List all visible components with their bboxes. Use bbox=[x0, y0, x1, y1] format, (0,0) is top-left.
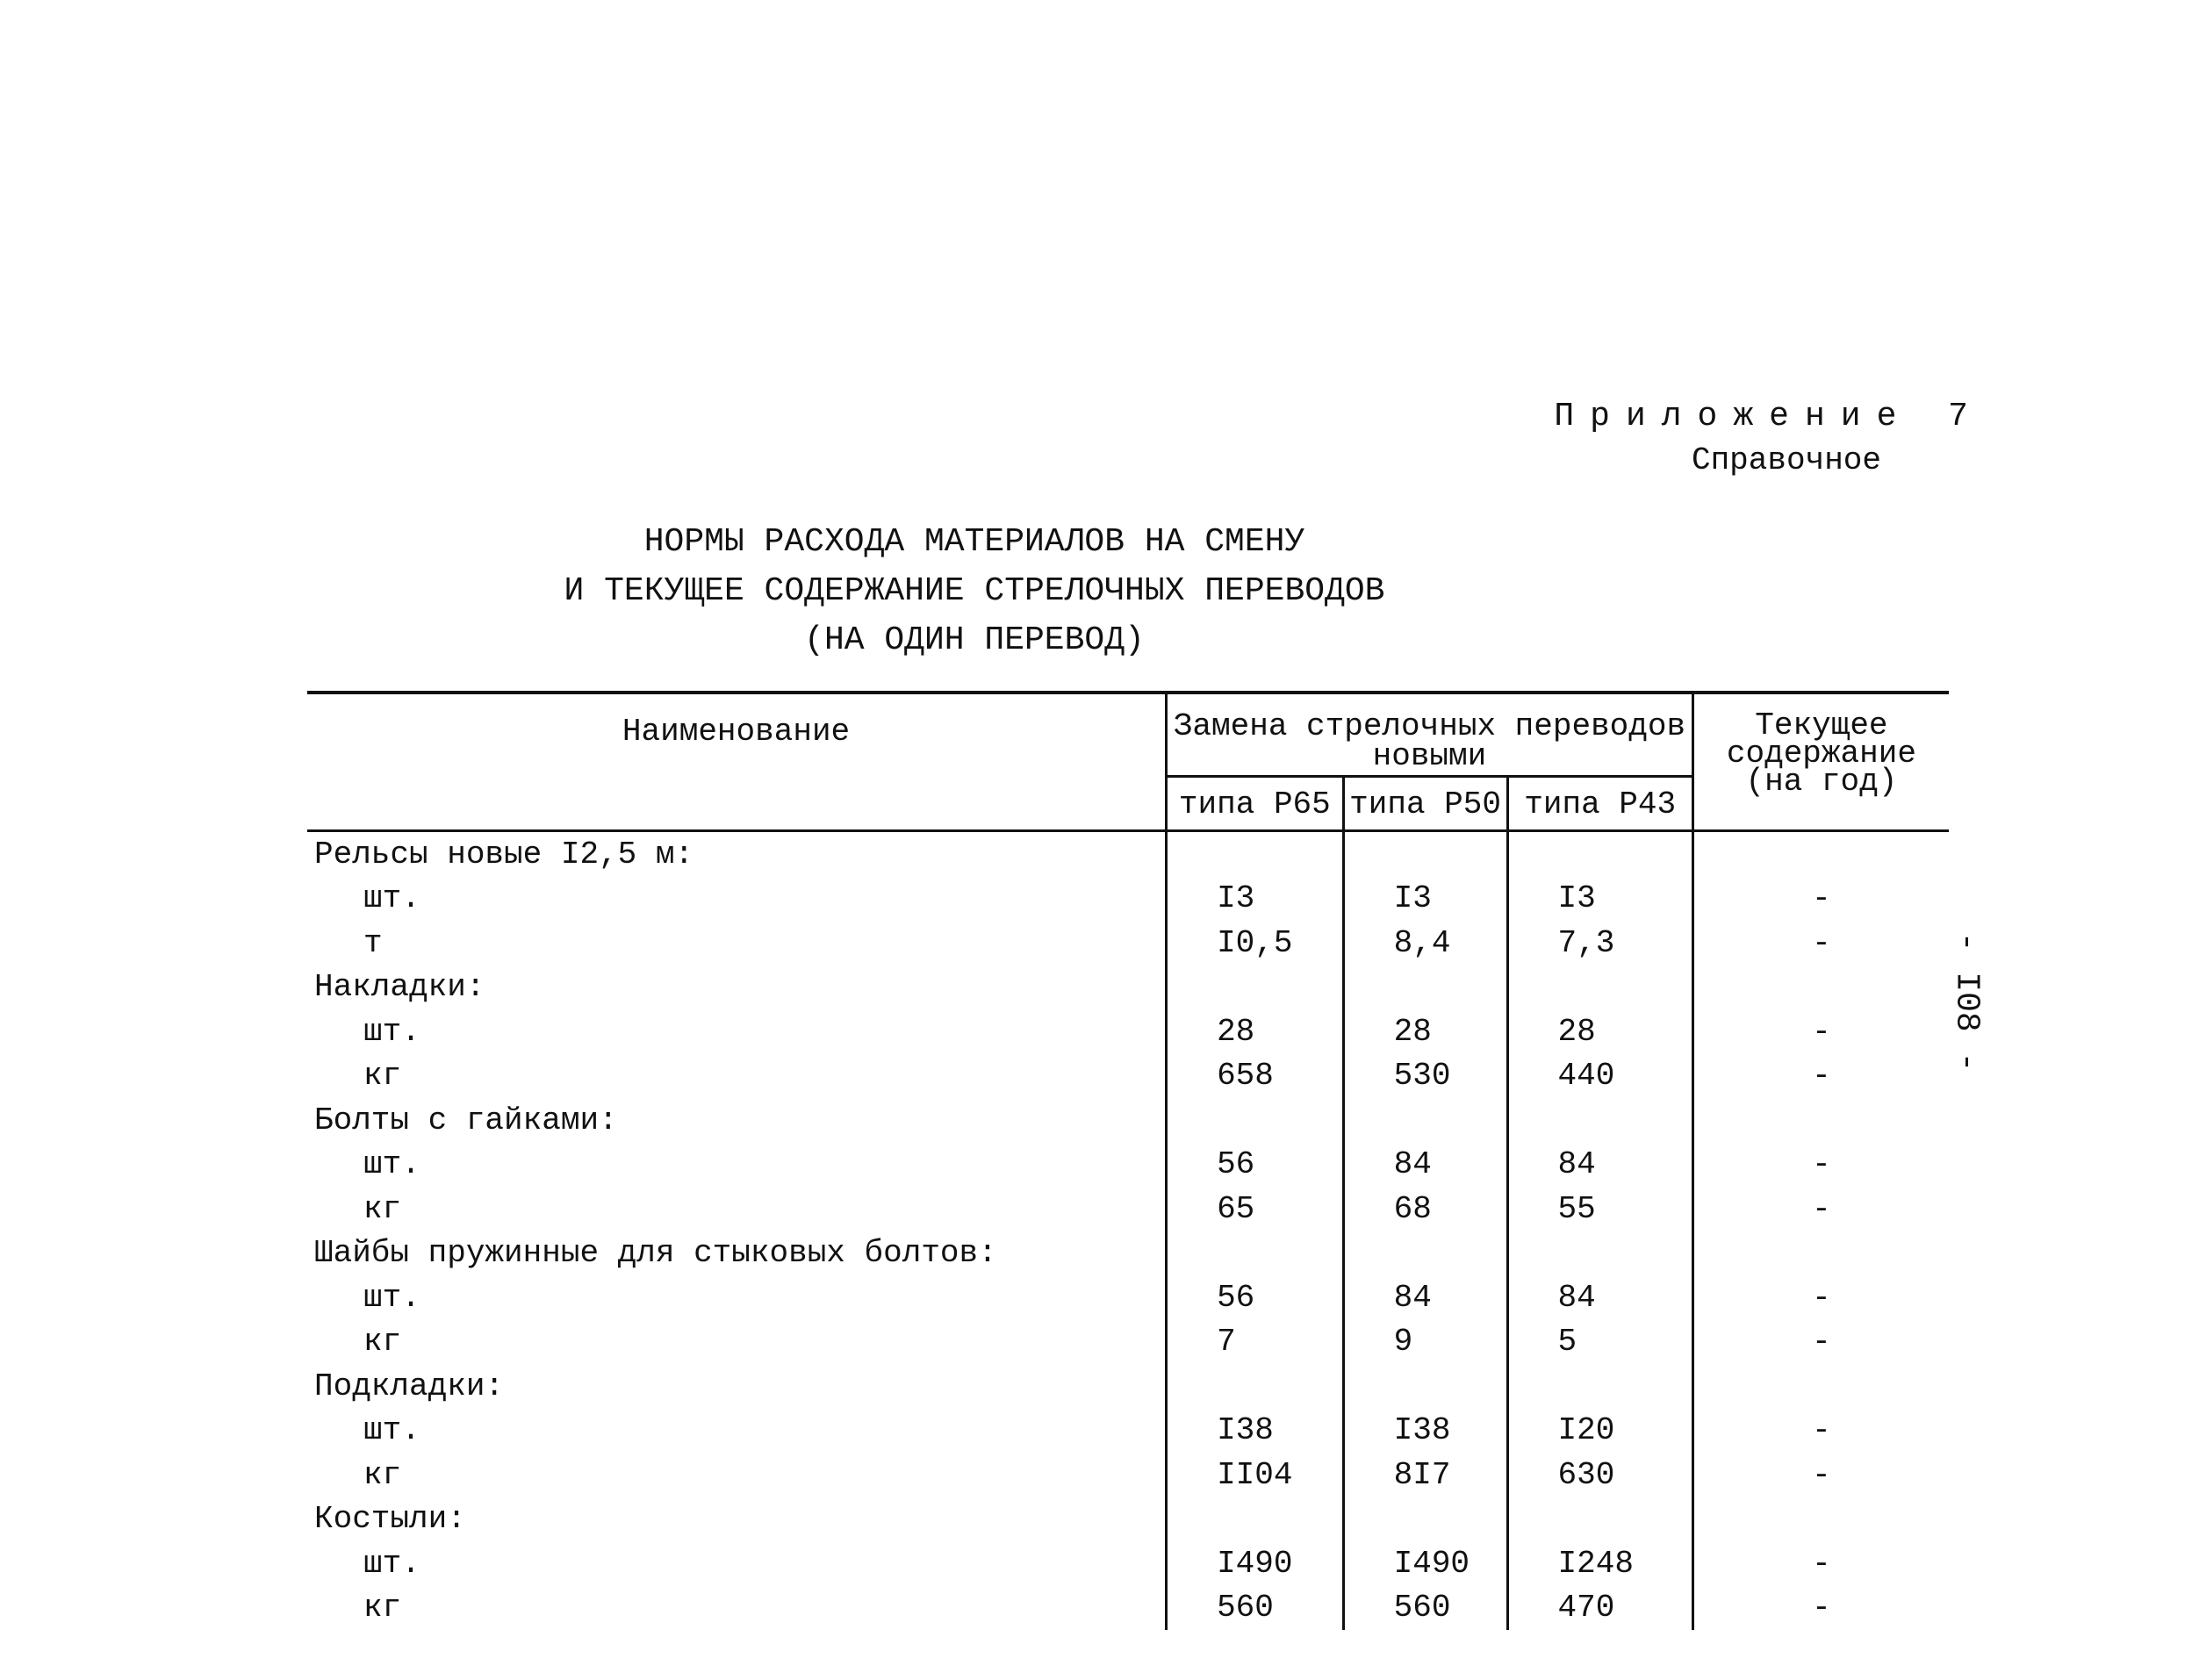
row-name: Рельсы новые I2,5 м: bbox=[314, 836, 694, 872]
row-name: кг bbox=[363, 1590, 402, 1626]
table-row bbox=[307, 966, 1949, 1010]
title-line-3: (НА ОДИН ПЕРЕВОД) bbox=[804, 621, 1145, 659]
page-number: - I08 - bbox=[1947, 931, 1986, 1073]
header-current-line-2: содержание bbox=[1726, 736, 1916, 772]
cell-p65: 65 bbox=[1167, 1187, 1344, 1231]
table-row bbox=[307, 1054, 1949, 1099]
cell-p43: I248 bbox=[1507, 1541, 1692, 1586]
header-replacement-line-1: Замена стрелочных переводов bbox=[1173, 708, 1686, 744]
cell-p65: I38 bbox=[1167, 1409, 1344, 1454]
cell-p65: 56 bbox=[1167, 1143, 1344, 1188]
document-title bbox=[307, 518, 1642, 665]
cell-p50: 560 bbox=[1343, 1586, 1507, 1631]
row-name: шт. bbox=[363, 1545, 420, 1582]
cell-p50: I3 bbox=[1343, 877, 1507, 922]
cell-p50: 68 bbox=[1343, 1187, 1507, 1231]
cell-p65: 7 bbox=[1167, 1320, 1344, 1365]
row-name: Шайбы пружинные для стыковых болтов: bbox=[314, 1235, 997, 1272]
cell-p65: II04 bbox=[1167, 1453, 1344, 1497]
header-name: Наименование bbox=[622, 714, 851, 750]
cell-current bbox=[1692, 966, 1949, 1010]
cell-p65: 56 bbox=[1167, 1275, 1344, 1320]
cell-p50 bbox=[1343, 1364, 1507, 1409]
table-row bbox=[307, 1497, 1949, 1542]
materials-table bbox=[307, 691, 1949, 1630]
cell-p65 bbox=[1167, 1364, 1344, 1409]
cell-p43 bbox=[1507, 831, 1692, 877]
cell-p65 bbox=[1167, 1098, 1344, 1143]
row-name: шт. bbox=[363, 1279, 420, 1316]
header-p43: типа Р43 bbox=[1507, 777, 1692, 831]
header-replacement bbox=[1167, 693, 1693, 777]
table-row bbox=[307, 1541, 1949, 1586]
cell-p43: 28 bbox=[1507, 1009, 1692, 1054]
cell-p65: 560 bbox=[1167, 1586, 1344, 1631]
table-row bbox=[307, 1098, 1949, 1143]
table-row bbox=[307, 831, 1949, 877]
cell-p43 bbox=[1507, 966, 1692, 1010]
cell-p65: 28 bbox=[1167, 1009, 1344, 1054]
cell-p50: 8,4 bbox=[1343, 921, 1507, 966]
cell-p65 bbox=[1167, 831, 1344, 877]
table-row bbox=[307, 1364, 1949, 1409]
cell-current: - bbox=[1692, 877, 1949, 922]
cell-p50 bbox=[1343, 831, 1507, 877]
row-name: Накладки: bbox=[314, 969, 485, 1006]
row-name: т bbox=[363, 924, 383, 961]
cell-p50 bbox=[1343, 1098, 1507, 1143]
table-row bbox=[307, 1275, 1949, 1320]
cell-p43: 5 bbox=[1507, 1320, 1692, 1365]
table-row bbox=[307, 921, 1949, 966]
reference-label: Справочное bbox=[1691, 442, 1882, 478]
cell-p50: 9 bbox=[1343, 1320, 1507, 1365]
cell-current: - bbox=[1692, 1275, 1949, 1320]
cell-p43: 440 bbox=[1507, 1054, 1692, 1099]
cell-current: - bbox=[1692, 1453, 1949, 1497]
cell-p43: 84 bbox=[1507, 1275, 1692, 1320]
cell-current: - bbox=[1692, 1541, 1949, 1586]
cell-current: - bbox=[1692, 921, 1949, 966]
table-row bbox=[307, 1187, 1949, 1231]
row-name: Болты с гайками: bbox=[314, 1102, 618, 1138]
row-name: шт. bbox=[363, 880, 420, 917]
table-row bbox=[307, 877, 1949, 922]
row-name: шт. bbox=[363, 1146, 420, 1183]
cell-p43: I20 bbox=[1507, 1409, 1692, 1454]
appendix-block bbox=[1492, 395, 1984, 483]
table-row bbox=[307, 1143, 1949, 1188]
cell-p65: 658 bbox=[1167, 1054, 1344, 1099]
row-name: шт. bbox=[363, 1412, 420, 1449]
row-name: шт. bbox=[363, 1013, 420, 1050]
cell-p50 bbox=[1343, 966, 1507, 1010]
cell-p43: 55 bbox=[1507, 1187, 1692, 1231]
title-line-2: И ТЕКУЩЕЕ СОДЕРЖАНИЕ СТРЕЛОЧНЫХ ПЕРЕВОДОВ bbox=[564, 572, 1385, 610]
title-line-1: НОРМЫ РАСХОДА МАТЕРИАЛОВ НА СМЕНУ bbox=[643, 523, 1305, 561]
cell-p65 bbox=[1167, 1231, 1344, 1276]
cell-current bbox=[1692, 1364, 1949, 1409]
cell-p43 bbox=[1507, 1497, 1692, 1542]
row-name: кг bbox=[363, 1324, 402, 1361]
header-current-line-3: (на год) bbox=[1745, 764, 1898, 800]
cell-p50: 8I7 bbox=[1343, 1453, 1507, 1497]
cell-current bbox=[1692, 831, 1949, 877]
table-row bbox=[307, 1409, 1949, 1454]
cell-current: - bbox=[1692, 1187, 1949, 1231]
cell-current: - bbox=[1692, 1409, 1949, 1454]
cell-p43 bbox=[1507, 1364, 1692, 1409]
cell-p43 bbox=[1507, 1231, 1692, 1276]
table-row bbox=[307, 1231, 1949, 1276]
row-name: кг bbox=[363, 1058, 402, 1095]
row-name: Костыли: bbox=[314, 1501, 466, 1538]
cell-p50: 84 bbox=[1343, 1275, 1507, 1320]
cell-p65 bbox=[1167, 966, 1344, 1010]
cell-current: - bbox=[1692, 1143, 1949, 1188]
cell-p43: 470 bbox=[1507, 1586, 1692, 1631]
cell-current: - bbox=[1692, 1320, 1949, 1365]
cell-p50 bbox=[1343, 1231, 1507, 1276]
row-name: кг bbox=[363, 1190, 402, 1227]
cell-p50 bbox=[1343, 1497, 1507, 1542]
cell-current: - bbox=[1692, 1054, 1949, 1099]
cell-p50: 28 bbox=[1343, 1009, 1507, 1054]
cell-current bbox=[1692, 1231, 1949, 1276]
cell-p65: I3 bbox=[1167, 877, 1344, 922]
cell-p43: 630 bbox=[1507, 1453, 1692, 1497]
table-row bbox=[307, 1586, 1949, 1631]
cell-p43 bbox=[1507, 1098, 1692, 1143]
header-p50: типа Р50 bbox=[1343, 777, 1507, 831]
table-row bbox=[307, 1009, 1949, 1054]
cell-p50: I38 bbox=[1343, 1409, 1507, 1454]
header-p65: типа Р65 bbox=[1167, 777, 1344, 831]
cell-p43: I3 bbox=[1507, 877, 1692, 922]
header-current bbox=[1692, 693, 1949, 831]
header-current-line-1: Текущее bbox=[1755, 707, 1888, 743]
appendix-label: Приложение 7 bbox=[1554, 398, 1984, 435]
cell-p50: 530 bbox=[1343, 1054, 1507, 1099]
cell-p43: 7,3 bbox=[1507, 921, 1692, 966]
row-name: кг bbox=[363, 1456, 402, 1493]
cell-p65 bbox=[1167, 1497, 1344, 1542]
cell-current: - bbox=[1692, 1009, 1949, 1054]
table-row bbox=[307, 1320, 1949, 1365]
cell-current: - bbox=[1692, 1586, 1949, 1631]
cell-current bbox=[1692, 1098, 1949, 1143]
cell-current bbox=[1692, 1497, 1949, 1542]
cell-p65: I0,5 bbox=[1167, 921, 1344, 966]
row-name: Подкладки: bbox=[314, 1368, 505, 1404]
cell-p65: I490 bbox=[1167, 1541, 1344, 1586]
cell-p50: I490 bbox=[1343, 1541, 1507, 1586]
cell-p50: 84 bbox=[1343, 1143, 1507, 1188]
cell-p43: 84 bbox=[1507, 1143, 1692, 1188]
header-replacement-line-2: новыми bbox=[1372, 738, 1487, 774]
table-row bbox=[307, 1453, 1949, 1497]
